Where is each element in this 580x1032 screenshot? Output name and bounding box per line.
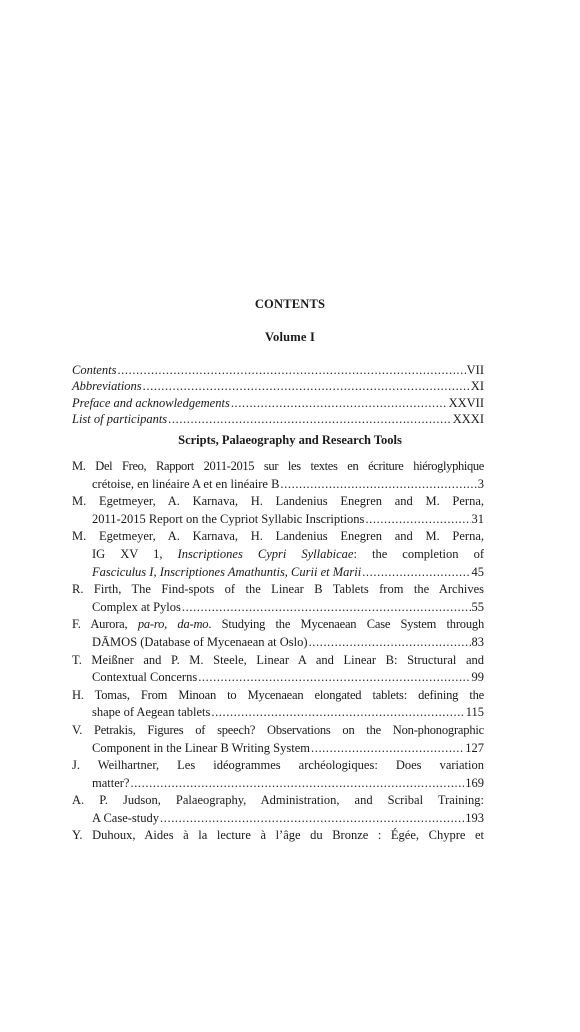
front-matter-label: List of participants bbox=[72, 412, 168, 427]
toc-entry bbox=[72, 581, 484, 616]
entry-line bbox=[72, 564, 484, 582]
entry-line bbox=[72, 669, 484, 687]
leader-dots bbox=[160, 810, 464, 828]
entry-text: A Case-study bbox=[92, 810, 160, 825]
entry-line bbox=[72, 704, 484, 722]
leader-dots bbox=[362, 564, 470, 582]
toc-entry bbox=[72, 722, 484, 757]
entry-line: Y. Duhoux, Aides à la lecture à l’âge du Bronze : Égée, Chypre et bbox=[72, 828, 484, 843]
entry-line bbox=[72, 476, 484, 494]
front-matter-item bbox=[72, 362, 484, 378]
entry-line: M. Egetmeyer, A. Karnava, H. Landenius Enegren and M. Perna, bbox=[72, 529, 484, 544]
entry-line bbox=[72, 546, 484, 564]
entry-line: A. P. Judson, Palaeography, Administration, and Scribal Training: bbox=[72, 793, 484, 808]
entry-title-italic: Fasciculus I, Inscriptiones Amathuntis, Curii et Marii bbox=[92, 564, 362, 579]
leader-dots bbox=[365, 511, 470, 529]
leader-dots bbox=[168, 411, 452, 427]
toc-entry bbox=[72, 458, 484, 493]
leader-dots bbox=[211, 704, 464, 722]
page-number: 45 bbox=[471, 564, 484, 579]
toc-entry bbox=[72, 687, 484, 722]
page-number: 193 bbox=[465, 810, 484, 825]
entry-text: F. Aurora, bbox=[72, 617, 128, 632]
front-matter-label: Preface and acknowledgements bbox=[72, 395, 230, 410]
front-matter-item bbox=[72, 411, 484, 427]
page-title: CONTENTS bbox=[254, 297, 326, 311]
entry-title-italic: Inscriptiones Cypri Syllabicae bbox=[177, 546, 354, 561]
entry-text: crétoise, en linéaire A et en linéaire B bbox=[92, 476, 280, 491]
page-number: XI bbox=[470, 379, 484, 394]
section-title: Scripts, Palaeography and Research Tools bbox=[178, 433, 402, 447]
entry-line: V. Petrakis, Figures of speech? Observations on the Non-phonographic bbox=[72, 722, 484, 737]
entry-text: Contextual Concerns bbox=[92, 670, 198, 685]
entry-line bbox=[72, 511, 484, 529]
entry-text: 2011-2015 Report on the Cypriot Syllabic Inscriptions bbox=[92, 511, 365, 526]
page-number: 127 bbox=[465, 740, 484, 755]
entry-text: Complex at Pylos bbox=[92, 599, 181, 614]
entry-line bbox=[72, 775, 484, 793]
entry-text: . Studying the Mycenaean Case System through bbox=[208, 617, 484, 632]
entry-line: J. Weilhartner, Les idéogrammes archéologiques: Does variation bbox=[72, 758, 484, 773]
leader-dots bbox=[182, 599, 471, 617]
page-number: XXXI bbox=[452, 412, 484, 427]
toc-entry bbox=[72, 757, 484, 792]
entry-line: M. Del Freo, Rapport 2011-2015 sur les textes en écriture hiéroglyphique bbox=[72, 459, 484, 473]
leader-dots bbox=[280, 476, 476, 494]
entry-line bbox=[72, 634, 484, 652]
toc-entries bbox=[72, 458, 484, 845]
front-matter-list bbox=[72, 362, 484, 428]
toc-entry bbox=[72, 652, 484, 687]
entry-line bbox=[72, 599, 484, 617]
leader-dots bbox=[231, 395, 448, 411]
entry-line: M. Egetmeyer, A. Karnava, H. Landenius Enegren and M. Perna, bbox=[72, 494, 484, 509]
leader-dots bbox=[309, 634, 471, 652]
entry-line: R. Firth, The Find-spots of the Linear B Tablets from the Archives bbox=[72, 582, 484, 597]
entry-line bbox=[72, 616, 484, 634]
leader-dots bbox=[198, 669, 470, 687]
page-number: 115 bbox=[465, 705, 484, 720]
entry-text: DĀMOS (Database of Mycenaean at Oslo) bbox=[92, 634, 308, 649]
page-number: 3 bbox=[477, 476, 484, 491]
front-matter-item bbox=[72, 395, 484, 411]
entry-line bbox=[72, 810, 484, 828]
page-number: 31 bbox=[471, 511, 484, 526]
entry-line: T. Meißner and P. M. Steele, Linear A and Linear B: Structural and bbox=[72, 652, 484, 667]
front-matter-item bbox=[72, 378, 484, 394]
front-matter-label: Contents bbox=[72, 363, 117, 377]
toc-entry bbox=[72, 616, 484, 651]
leader-dots bbox=[311, 740, 464, 758]
entry-line bbox=[72, 740, 484, 758]
page-number: 169 bbox=[465, 775, 484, 790]
leader-dots bbox=[117, 362, 465, 378]
entry-line: H. Tomas, From Minoan to Mycenaean elongated tablets: defining the bbox=[72, 687, 484, 702]
entry-title-italic: pa-ro, da-mo bbox=[137, 617, 209, 632]
entry-text: shape of Aegean tablets bbox=[92, 705, 211, 720]
toc-entry bbox=[72, 493, 484, 528]
entry-text: IG XV 1, bbox=[92, 546, 163, 561]
leader-dots bbox=[130, 775, 464, 793]
page-number: 55 bbox=[471, 599, 484, 614]
volume-title: Volume I bbox=[264, 330, 316, 344]
toc-entry bbox=[72, 528, 484, 581]
page-number: 99 bbox=[471, 670, 484, 685]
entry-text: : the completion of bbox=[353, 546, 484, 561]
entry-text: matter? bbox=[92, 775, 130, 790]
page-number: VII bbox=[466, 363, 484, 377]
toc-entry bbox=[72, 792, 484, 827]
entry-text: Component in the Linear B Writing System bbox=[92, 740, 310, 755]
front-matter-label: Abbreviations bbox=[72, 379, 142, 394]
toc-entry bbox=[72, 827, 484, 845]
page-number: XXVII bbox=[448, 395, 484, 410]
page-number: 83 bbox=[471, 634, 484, 649]
leader-dots bbox=[143, 378, 470, 394]
